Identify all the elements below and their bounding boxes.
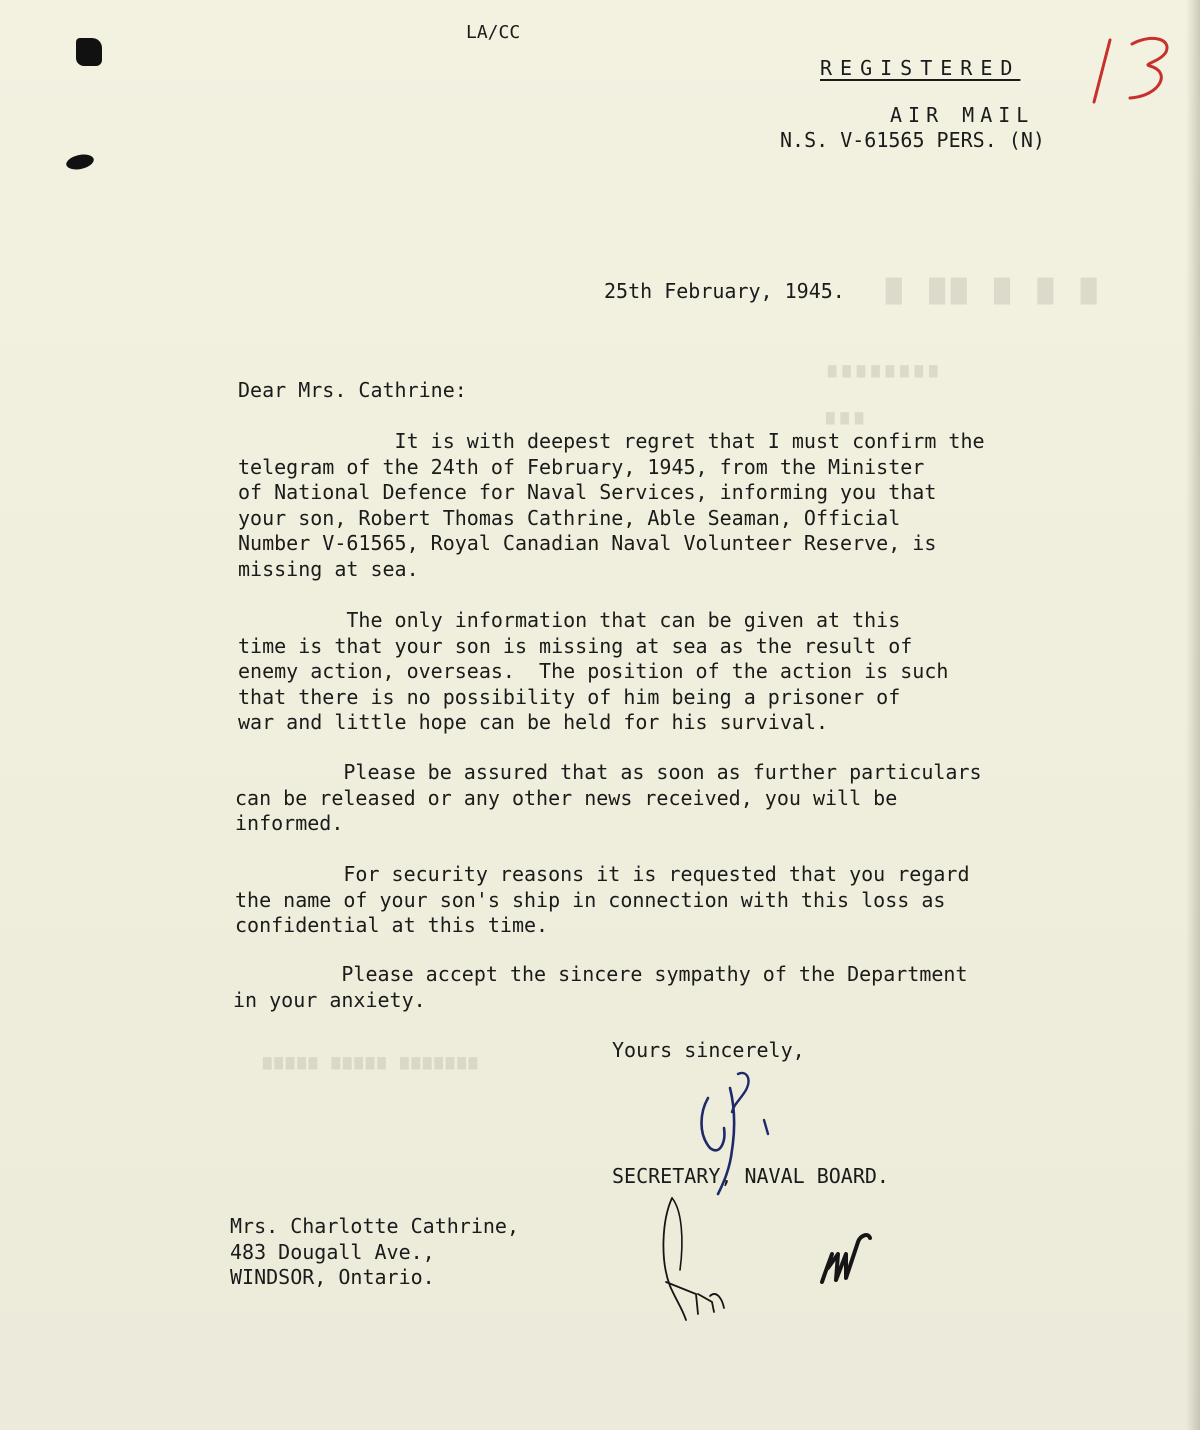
handwritten-initials: [816, 1224, 876, 1294]
body-paragraph: For security reasons it is requested that you regard the name of your son's ship in connection with this loss as confidential at this time.: [235, 862, 970, 937]
bleed-through-mark: ▆▆▆▆▆▆▆▆: [822, 362, 938, 378]
body-paragraph: It is with deepest regret that I must confirm the telegram of the 24th of February, 1945, from the Minister of National Defence for Naval Services, informing you that your son, Robert Thomas Cathrine, Able Seaman, Official Number V-61565, Royal Canadian Naval Volunteer Reserve, is missing at sea.: [238, 429, 985, 581]
handwritten-number-mark: [1080, 30, 1190, 110]
reference-initials: LA/CC: [466, 22, 521, 43]
recipient-street: 483 Dougall Ave.,: [230, 1239, 435, 1264]
bleed-through-mark: ▆▆▆▆▆▆▆ ▆▆▆▆▆ ▆▆▆▆▆: [260, 1054, 478, 1070]
punch-hole: [76, 38, 102, 66]
handwritten-initials: [652, 1190, 742, 1330]
signatory-title: SECRETARY, NAVAL BOARD.: [612, 1164, 889, 1188]
page-edge-shadow: [1186, 0, 1200, 1430]
bleed-through-mark: ▇ ▇ ▇ ▇▇ ▇: [880, 275, 1097, 305]
body-paragraph: The only information that can be given at this time is that your son is missing at sea as the result of enemy action, overseas. The position of the action is such that there is no possibility of him being a prisoner of war and little hope can be held for his survival.: [238, 608, 949, 734]
file-number: N.S. V-61565 PERS. (N): [780, 128, 1045, 152]
bleed-through-mark: ▆▆▆: [820, 409, 864, 425]
recipient-city: WINDSOR, Ontario.: [230, 1265, 435, 1289]
recipient-name: Mrs. Charlotte Cathrine,: [230, 1214, 519, 1238]
closing: Yours sincerely,: [612, 1038, 805, 1062]
punch-hole: [65, 152, 95, 172]
letter-date: 25th February, 1945.: [604, 279, 845, 303]
registered-heading: REGISTERED: [820, 56, 1021, 80]
air-mail-heading: AIR MAIL: [890, 103, 1035, 127]
recipient-address: [230, 1214, 519, 1291]
salutation: Dear Mrs. Cathrine:: [238, 378, 467, 402]
body-paragraph: Please accept the sincere sympathy of the Department in your anxiety.: [233, 962, 968, 1012]
body-paragraph: Please be assured that as soon as further particulars can be released or any other news received, you will be informed.: [235, 760, 982, 835]
